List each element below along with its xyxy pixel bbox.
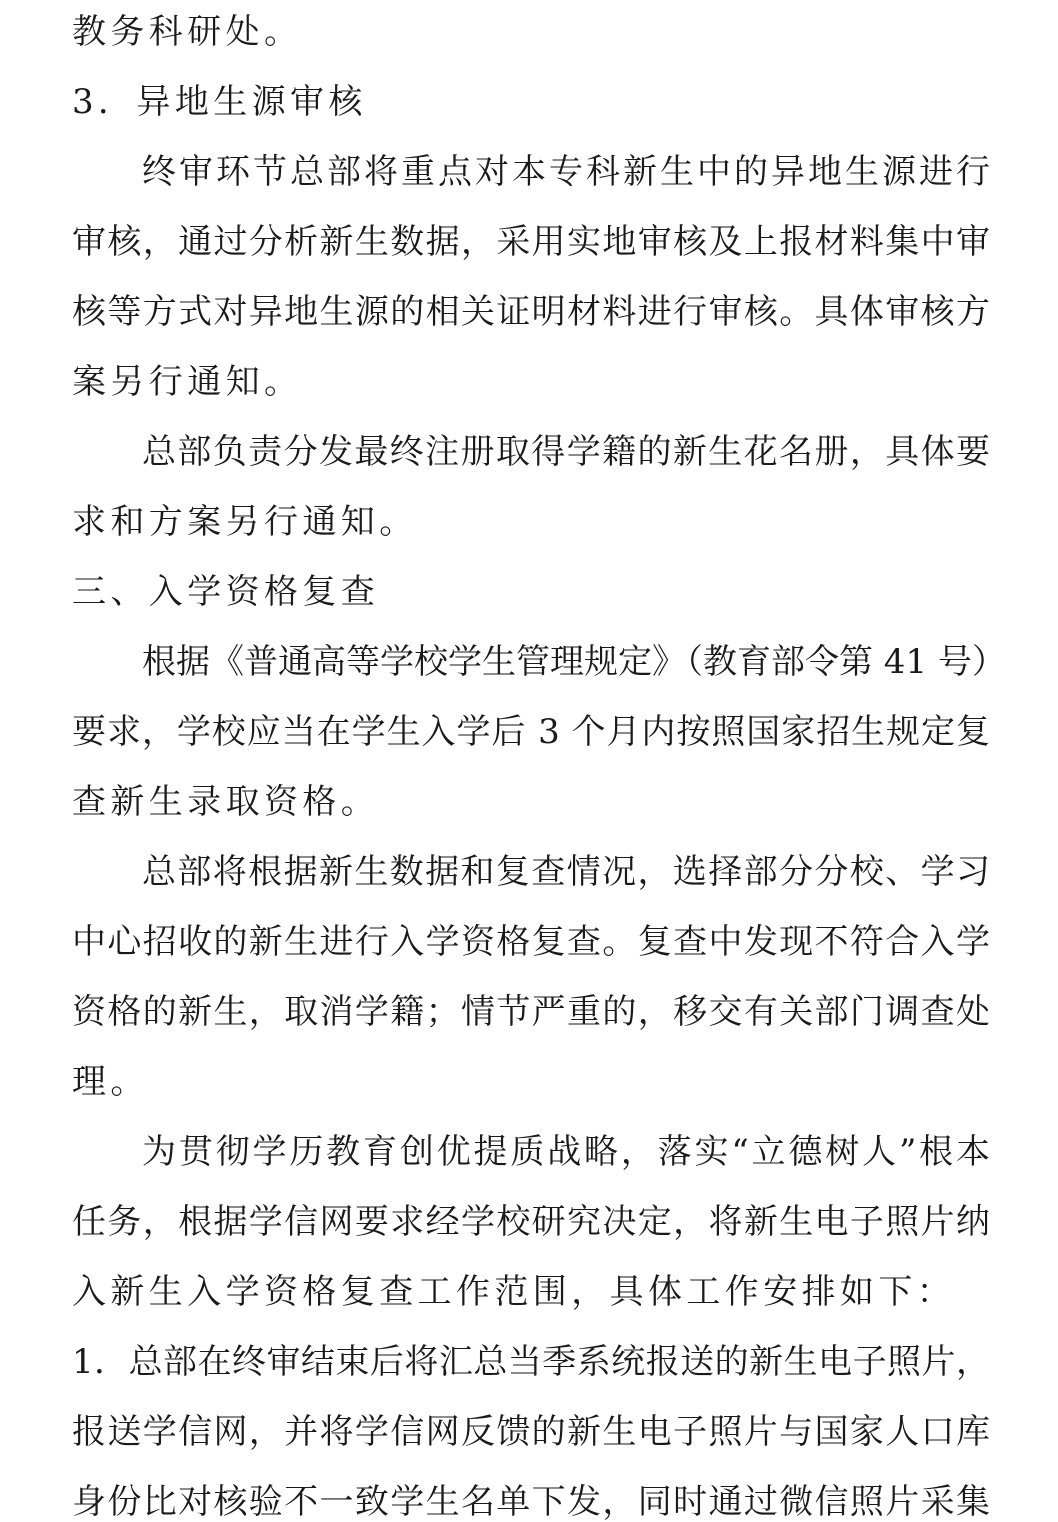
paragraph-line: 资格的新生，取消学籍；情节严重的，移交有关部门调查处 (72, 992, 990, 1032)
paragraph-line: 总部将根据新生数据和复查情况，选择部分分校、学习 (142, 852, 990, 892)
text-line: 教务科研处。 (72, 12, 303, 52)
paragraph-line: 查新生录取资格。 (72, 782, 380, 822)
paragraph-line: 入新生入学资格复查工作范围，具体工作安排如下： (72, 1272, 956, 1312)
paragraph-line: 审核，通过分析新生数据，采用实地审核及上报材料集中审 (72, 222, 990, 262)
paragraph-line: 要求，学校应当在学生入学后 3 个月内按照国家招生规定复 (72, 712, 990, 752)
paragraph-line: 理。 (72, 1062, 149, 1102)
section-heading: 三、入学资格复查 (72, 572, 380, 612)
list-item-line: 报送学信网，并将学信网反馈的新生电子照片与国家人口库 (72, 1412, 990, 1452)
section-heading: 3．异地生源审核 (72, 82, 367, 122)
paragraph-line: 核等方式对异地生源的相关证明材料进行审核。具体审核方 (72, 292, 990, 332)
paragraph-line: 中心招收的新生进行入学资格复查。复查中发现不符合入学 (72, 922, 990, 962)
list-item-line: 1．总部在终审结束后将汇总当季系统报送的新生电子照片， (72, 1342, 990, 1382)
paragraph-line: 案另行通知。 (72, 362, 303, 402)
paragraph-line: 为贯彻学历教育创优提质战略，落实“立德树人”根本 (142, 1132, 990, 1172)
paragraph-line: 终审环节总部将重点对本专科新生中的异地生源进行 (142, 152, 990, 192)
paragraph-line: 根据《普通高等学校学生管理规定》（教育部令第 41 号） (142, 642, 1006, 682)
paragraph-line: 任务，根据学信网要求经学校研究决定，将新生电子照片纳 (72, 1202, 990, 1242)
paragraph-line: 求和方案另行通知。 (72, 502, 418, 542)
paragraph-line: 总部负责分发最终注册取得学籍的新生花名册，具体要 (142, 432, 990, 472)
list-item-line: 身份比对核验不一致学生名单下发，同时通过微信照片采集 (72, 1482, 990, 1522)
